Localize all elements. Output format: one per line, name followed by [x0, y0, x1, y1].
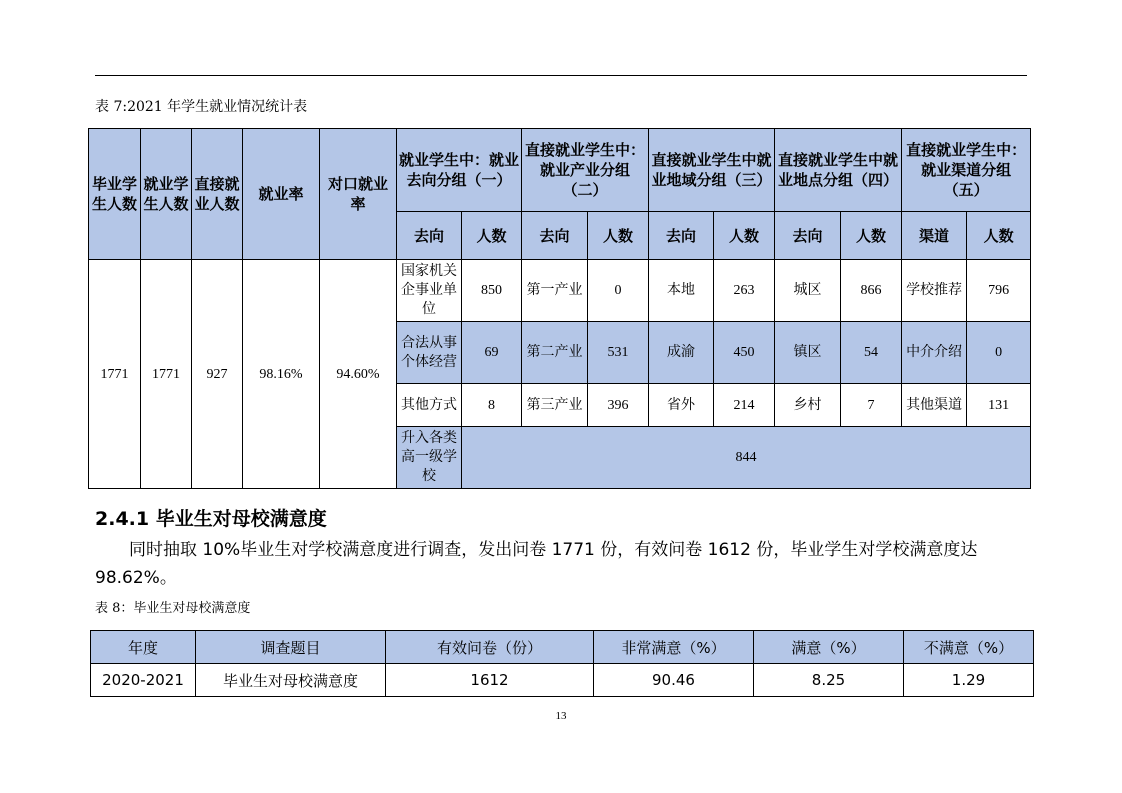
- total-matched-rate: 94.60%: [320, 260, 397, 489]
- g5-label: 学校推荐: [902, 260, 967, 322]
- table-row: [91, 664, 1034, 697]
- subheader-destination: 去向: [397, 212, 462, 260]
- cell-valid-questionnaires: 1612: [386, 664, 594, 697]
- header-group4: 直接就业学生中就业地点分组（四）: [775, 129, 902, 212]
- g3-value: 263: [714, 260, 775, 322]
- total-direct-employed: 927: [192, 260, 243, 489]
- cell-dissatisfied: 1.29: [904, 664, 1034, 697]
- header-group2: 直接就业学生中：就业产业分组（二）: [522, 129, 649, 212]
- g2-label: 第三产业: [522, 384, 588, 427]
- subheader-destination: 去向: [775, 212, 841, 260]
- further-study-label: 升入各类高一级学校: [397, 427, 462, 489]
- g3-label: 省外: [649, 384, 714, 427]
- g4-value: 54: [841, 322, 902, 384]
- header-dissatisfied: 不满意（%）: [904, 631, 1034, 664]
- g5-value: 131: [967, 384, 1031, 427]
- g3-value: 214: [714, 384, 775, 427]
- g1-value: 69: [462, 322, 522, 384]
- cell-survey-topic: 毕业生对母校满意度: [196, 664, 386, 697]
- page-number: 13: [555, 710, 567, 722]
- table7-caption: 表 7:2021 年学生就业情况统计表: [95, 99, 308, 115]
- header-direct-employed: 直接就业人数: [192, 129, 243, 260]
- g4-value: 866: [841, 260, 902, 322]
- g1-value: 850: [462, 260, 522, 322]
- g2-value: 0: [588, 260, 649, 322]
- subheader-count: 人数: [967, 212, 1031, 260]
- g4-label: 镇区: [775, 322, 841, 384]
- table-row: [89, 260, 1031, 322]
- header-graduates: 毕业学生人数: [89, 129, 141, 260]
- g1-label: 国家机关企事业单位: [397, 260, 462, 322]
- total-employment-rate: 98.16%: [243, 260, 320, 489]
- g3-value: 450: [714, 322, 775, 384]
- subheader-count: 人数: [588, 212, 649, 260]
- section-heading: 2.4.1 毕业生对母校满意度: [95, 508, 327, 530]
- header-year: 年度: [91, 631, 196, 664]
- g1-label: 合法从事个体经营: [397, 322, 462, 384]
- header-survey-topic: 调查题目: [196, 631, 386, 664]
- satisfaction-table: [90, 630, 1034, 697]
- g4-value: 7: [841, 384, 902, 427]
- g5-label: 中介介绍: [902, 322, 967, 384]
- subheader-channel: 渠道: [902, 212, 967, 260]
- g2-value: 531: [588, 322, 649, 384]
- subheader-count: 人数: [462, 212, 522, 260]
- header-group3: 直接就业学生中就业地域分组（三）: [649, 129, 775, 212]
- cell-satisfied: 8.25: [754, 664, 904, 697]
- g4-label: 乡村: [775, 384, 841, 427]
- total-graduates: 1771: [89, 260, 141, 489]
- g2-label: 第一产业: [522, 260, 588, 322]
- header-group5: 直接就业学生中：就业渠道分组（五）: [902, 129, 1031, 212]
- header-employed: 就业学生人数: [141, 129, 192, 260]
- top-rule: [95, 75, 1027, 76]
- g5-label: 其他渠道: [902, 384, 967, 427]
- g1-label: 其他方式: [397, 384, 462, 427]
- subheader-count: 人数: [841, 212, 902, 260]
- section-paragraph: 同时抽取 10%毕业生对学校满意度进行调查，发出问卷 1771 份，有效问卷 1612 份，毕业学生对学校满意度达 98.62%。: [95, 540, 978, 588]
- g3-label: 本地: [649, 260, 714, 322]
- header-satisfied: 满意（%）: [754, 631, 904, 664]
- g5-value: 0: [967, 322, 1031, 384]
- further-study-value: 844: [462, 427, 1031, 489]
- header-employment-rate: 就业率: [243, 129, 320, 260]
- subheader-destination: 去向: [522, 212, 588, 260]
- g2-value: 396: [588, 384, 649, 427]
- cell-very-satisfied: 90.46: [594, 664, 754, 697]
- g3-label: 成渝: [649, 322, 714, 384]
- header-matched-rate: 对口就业率: [320, 129, 397, 260]
- header-valid-questionnaires: 有效问卷（份）: [386, 631, 594, 664]
- total-employed: 1771: [141, 260, 192, 489]
- g4-label: 城区: [775, 260, 841, 322]
- employment-statistics-table: [88, 128, 1031, 489]
- header-group1: 就业学生中：就业去向分组（一）: [397, 129, 522, 212]
- g5-value: 796: [967, 260, 1031, 322]
- subheader-count: 人数: [714, 212, 775, 260]
- g2-label: 第二产业: [522, 322, 588, 384]
- cell-year: 2020-2021: [91, 664, 196, 697]
- table8-caption: 表 8：毕业生对母校满意度: [95, 601, 251, 616]
- subheader-destination: 去向: [649, 212, 714, 260]
- g1-value: 8: [462, 384, 522, 427]
- header-very-satisfied: 非常满意（%）: [594, 631, 754, 664]
